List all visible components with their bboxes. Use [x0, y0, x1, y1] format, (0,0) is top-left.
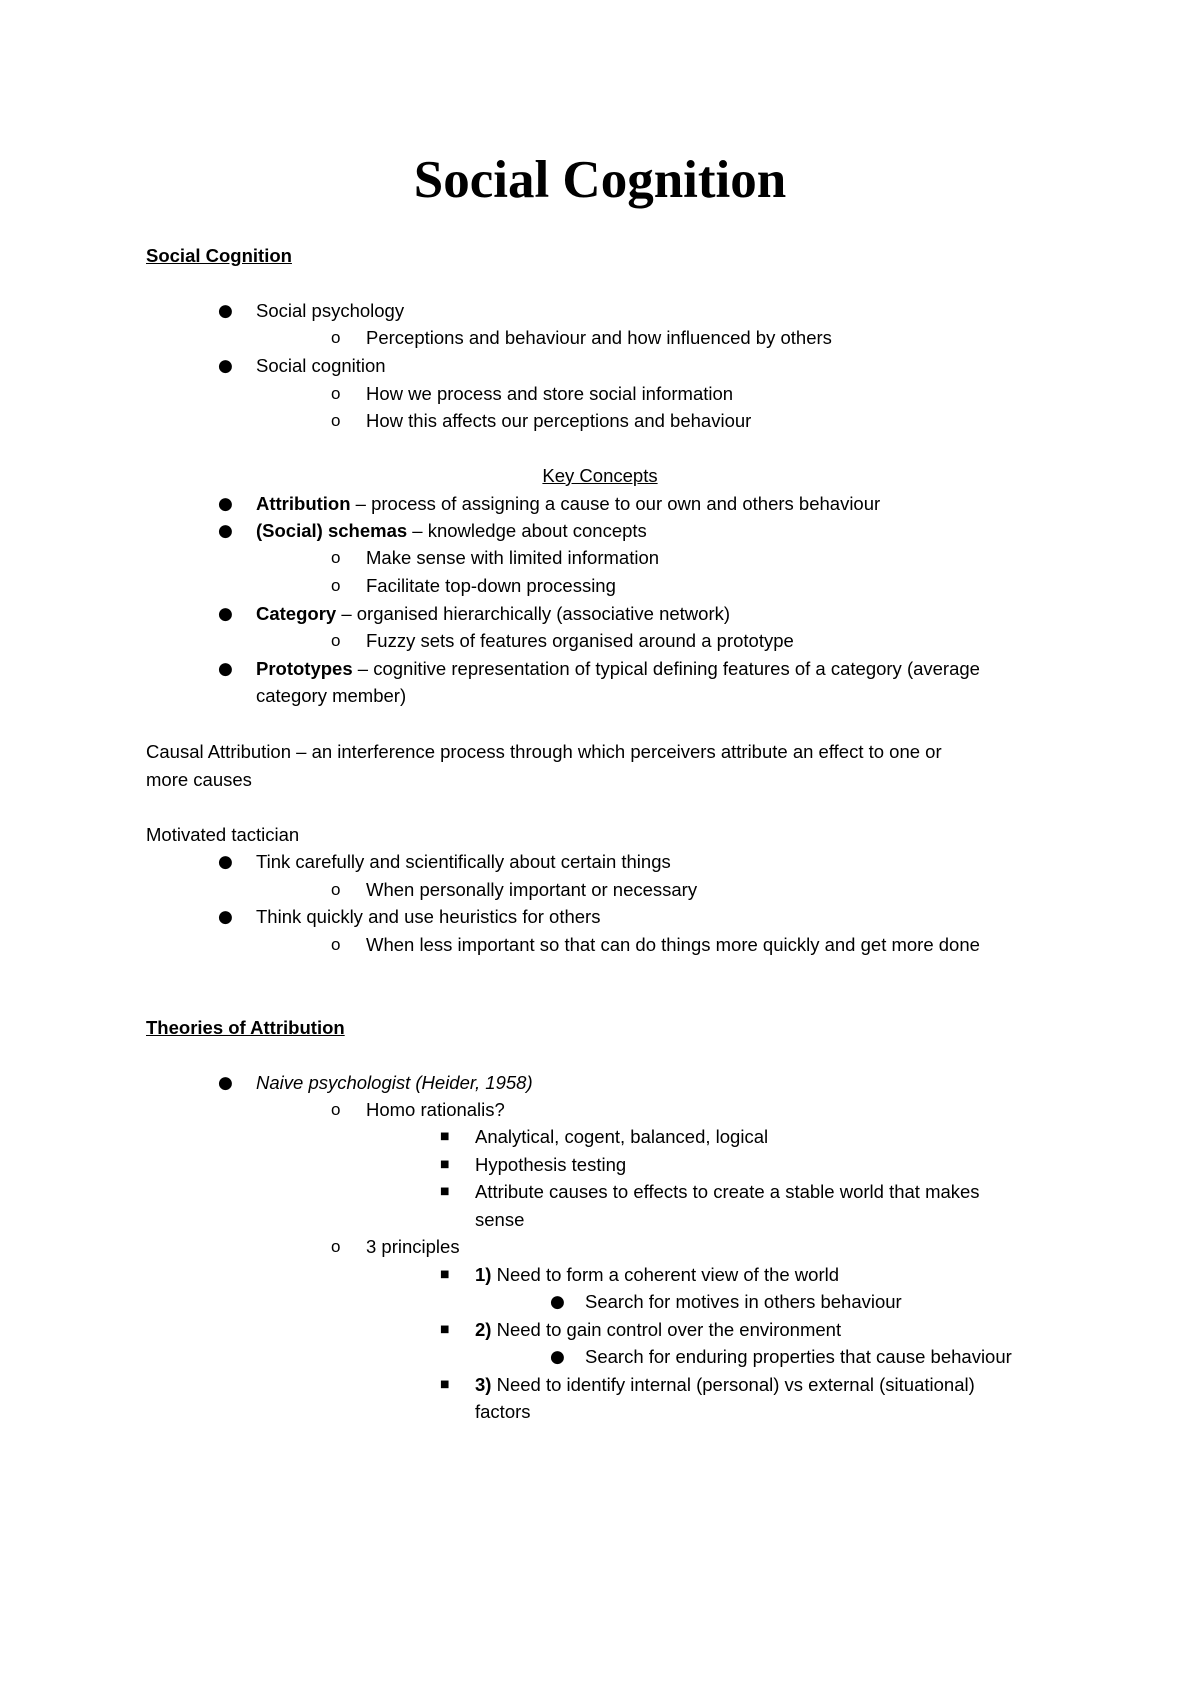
- list-item: How we process and store social information: [366, 383, 734, 404]
- list-item: Social psychology: [256, 300, 405, 321]
- term: Category: [256, 603, 337, 624]
- definition: – knowledge about concepts: [407, 520, 647, 541]
- list-item: Naive psychologist (Heider, 1958): [256, 1072, 533, 1093]
- term: Prototypes: [256, 658, 353, 679]
- list-item: [256, 601, 730, 627]
- circle-bullet-icon: o: [331, 411, 341, 430]
- circle-bullet-icon: o: [331, 1100, 341, 1119]
- principle-number: 3): [475, 1374, 492, 1395]
- square-bullet-icon: ■: [440, 1324, 450, 1335]
- list-item-continuation: factors: [475, 1401, 531, 1422]
- list-item: Homo rationalis?: [366, 1099, 505, 1120]
- list-item-continuation: category member): [256, 685, 407, 706]
- section-heading-key-concepts: Key Concepts: [542, 465, 658, 486]
- section-heading-motivated-tactician: Motivated tactician: [146, 824, 300, 845]
- section-heading-social-cognition: Social Cognition: [146, 245, 292, 266]
- square-bullet-icon: ■: [440, 1131, 450, 1142]
- list-item: When personally important or necessary: [366, 879, 698, 900]
- section-heading-theories: Theories of Attribution: [146, 1017, 345, 1038]
- list-item: Social cognition: [256, 355, 386, 376]
- list-item: [256, 491, 880, 517]
- list-item: 3 principles: [366, 1236, 460, 1257]
- list-item: [256, 656, 980, 682]
- list-item: How this affects our perceptions and behaviour: [366, 410, 752, 431]
- principle-number: 2): [475, 1319, 492, 1340]
- bullet-icon: ●: [550, 1347, 565, 1367]
- principle-number: 1): [475, 1264, 492, 1285]
- definition: – organised hierarchically (associative network): [336, 603, 731, 624]
- principle-text: Need to form a coherent view of the world: [491, 1264, 840, 1285]
- bullet-icon: ●: [218, 301, 233, 321]
- list-item: [475, 1262, 839, 1288]
- list-item: Search for motives in others behaviour: [585, 1291, 902, 1312]
- list-item: Facilitate top-down processing: [366, 575, 616, 596]
- list-item: Analytical, cogent, balanced, logical: [475, 1126, 769, 1147]
- paragraph-causal-attribution: Causal Attribution – an interference process through which perceivers attribute an effect to one or: [146, 741, 942, 762]
- bullet-icon: ●: [550, 1292, 565, 1312]
- document-title: Social Cognition: [413, 151, 787, 209]
- bullet-icon: ●: [218, 1073, 233, 1093]
- bullet-icon: ●: [218, 604, 233, 624]
- square-bullet-icon: ■: [440, 1379, 450, 1390]
- bullet-icon: ●: [218, 659, 233, 679]
- list-item-continuation: sense: [475, 1209, 525, 1230]
- list-item: Attribute causes to effects to create a stable world that makes: [475, 1181, 980, 1202]
- list-item: [475, 1372, 975, 1398]
- list-item: Search for enduring properties that cause behaviour: [585, 1346, 1012, 1367]
- square-bullet-icon: ■: [440, 1186, 450, 1197]
- list-item: Fuzzy sets of features organised around a prototype: [366, 630, 794, 651]
- paragraph-causal-attribution-cont: more causes: [146, 769, 252, 790]
- list-item: Hypothesis testing: [475, 1154, 627, 1175]
- bullet-icon: ●: [218, 494, 233, 514]
- term: (Social) schemas: [256, 520, 408, 541]
- circle-bullet-icon: o: [331, 384, 341, 403]
- list-item: [475, 1317, 841, 1343]
- bullet-icon: ●: [218, 521, 233, 541]
- bullet-icon: ●: [218, 356, 233, 376]
- bullet-icon: ●: [218, 907, 233, 927]
- square-bullet-icon: ■: [440, 1159, 450, 1170]
- circle-bullet-icon: o: [331, 935, 341, 954]
- list-item: Think quickly and use heuristics for others: [256, 906, 601, 927]
- list-item: Tink carefully and scientifically about certain things: [256, 851, 671, 872]
- list-item: Make sense with limited information: [366, 547, 660, 568]
- principle-text: Need to identify internal (personal) vs external (situational): [491, 1374, 975, 1395]
- circle-bullet-icon: o: [331, 631, 341, 650]
- list-item: When less important so that can do things more quickly and get more done: [366, 934, 980, 955]
- circle-bullet-icon: o: [331, 576, 341, 595]
- square-bullet-icon: ■: [440, 1269, 450, 1280]
- circle-bullet-icon: o: [331, 548, 341, 567]
- definition: – cognitive representation of typical defining features of a category (average: [352, 658, 980, 679]
- circle-bullet-icon: o: [331, 880, 341, 899]
- principle-text: Need to gain control over the environment: [491, 1319, 842, 1340]
- definition: – process of assigning a cause to our own and others behaviour: [350, 493, 881, 514]
- list-item: Perceptions and behaviour and how influenced by others: [366, 327, 832, 348]
- bullet-icon: ●: [218, 852, 233, 872]
- circle-bullet-icon: o: [331, 1237, 341, 1256]
- circle-bullet-icon: o: [331, 328, 341, 347]
- term: Attribution: [256, 493, 351, 514]
- list-item: [256, 518, 647, 544]
